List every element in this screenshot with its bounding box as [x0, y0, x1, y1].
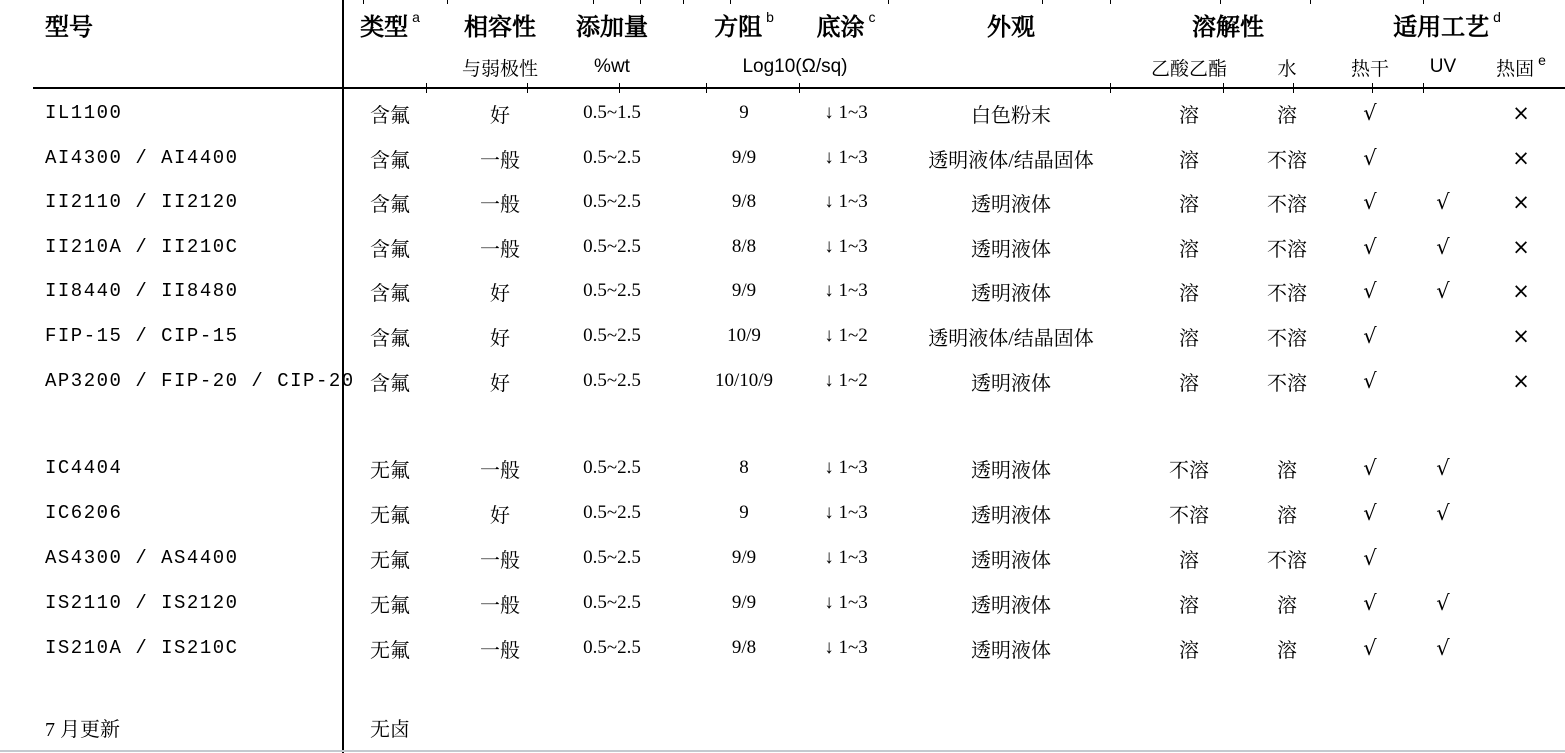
cell-appearance: 白色粉末: [971, 104, 1051, 127]
col-header-appearance-label: 外观: [987, 13, 1035, 41]
col-header-compatibility: [445, 6, 555, 42]
cell-uv: √: [1436, 235, 1450, 259]
cell-sheet-resistance: 9: [739, 502, 749, 523]
cell-thermoset: [1486, 626, 1556, 670]
table-row: [0, 314, 1565, 358]
cell-sheet-resistance: 9: [739, 102, 749, 123]
subheader-wt-percent: [557, 53, 667, 81]
cell-water: 不溶: [1267, 238, 1307, 261]
cell-thermoset: ×: [1512, 279, 1530, 303]
footer-halogen-free: 无卤: [370, 718, 410, 741]
table-row: [0, 581, 1565, 625]
cell-water: 溶: [1277, 639, 1297, 662]
cell-water: 不溶: [1267, 149, 1307, 172]
cell-amount: 0.5~1.5: [583, 102, 641, 123]
cell-thermoset: [1486, 446, 1556, 490]
cell-thermoset: ×: [1512, 146, 1530, 170]
cell-compatibility: 一般: [480, 549, 520, 572]
grid-tick: [363, 0, 364, 4]
grid-tick: [888, 0, 889, 4]
cell-appearance: 透明液体: [971, 639, 1051, 662]
cell-thermoset: ×: [1512, 324, 1530, 348]
cell-sheet-resistance: 9/9: [731, 592, 757, 613]
cell-heat-dry: √: [1363, 501, 1377, 525]
cell-compatibility: 好: [490, 327, 510, 350]
cell-type: 无氟: [370, 459, 410, 482]
table-row: [0, 626, 1565, 670]
cell-primer: ↓ 1~3: [824, 102, 868, 123]
table-row: [0, 269, 1565, 313]
subheader-heat-dry-label: 热干: [1350, 58, 1389, 80]
cell-heat-dry: √: [1363, 146, 1377, 170]
cell-water: 不溶: [1267, 193, 1307, 216]
table-row: [0, 180, 1565, 224]
cell-primer: ↓ 1~2: [824, 370, 868, 391]
grid-tick: [1042, 0, 1043, 4]
cell-heat-dry: √: [1363, 636, 1377, 660]
cell-uv: [1408, 536, 1478, 580]
cell-model: IL1100: [45, 102, 123, 124]
cell-primer: ↓ 1~3: [824, 592, 868, 613]
header-row-2: [0, 53, 1565, 81]
cell-uv: √: [1436, 501, 1450, 525]
cell-appearance: 透明液体: [971, 193, 1051, 216]
cell-model: II210A / II210C: [45, 236, 239, 258]
cell-type: 含氟: [370, 104, 410, 127]
subheader-log10-ohm-sq: [674, 53, 916, 81]
cell-type: 无氟: [370, 639, 410, 662]
cell-water: 不溶: [1267, 549, 1307, 572]
grid-tick: [1110, 0, 1111, 4]
cell-appearance: 透明液体/结晶固体: [928, 327, 1094, 350]
cell-amount: 0.5~2.5: [583, 280, 641, 301]
table-row: [0, 136, 1565, 180]
subheader-wt-percent-label: %wt: [594, 56, 630, 77]
cell-thermoset: [1486, 491, 1556, 535]
cell-ethyl-acetate: 溶: [1179, 104, 1199, 127]
col-header-process-label: 适用工艺: [1393, 13, 1490, 41]
cell-heat-dry: √: [1363, 101, 1377, 125]
cell-primer: ↓ 1~3: [824, 191, 868, 212]
col-header-sheet-resistance-label: 方阻: [714, 13, 763, 41]
cell-model: II2110 / II2120: [45, 191, 239, 213]
cell-amount: 0.5~2.5: [583, 191, 641, 212]
cell-thermoset: ×: [1512, 235, 1530, 259]
cell-compatibility: 一般: [480, 193, 520, 216]
footnote-b: b: [766, 9, 774, 25]
cell-amount: 0.5~2.5: [583, 592, 641, 613]
cell-ethyl-acetate: 不溶: [1169, 459, 1209, 482]
footnote-e: e: [1538, 52, 1546, 68]
cell-amount: 0.5~2.5: [583, 236, 641, 257]
subheader-weak-polarity-label: 与弱极性: [461, 58, 538, 80]
footnote-c: c: [868, 9, 876, 25]
cell-amount: 0.5~2.5: [583, 547, 641, 568]
table-row: [0, 359, 1565, 403]
cell-water: 溶: [1277, 504, 1297, 527]
cell-sheet-resistance: 8/8: [731, 236, 757, 257]
grid-tick: [683, 0, 684, 4]
cell-type: 含氟: [370, 372, 410, 395]
subheader-ethyl-acetate-label: 乙酸乙酯: [1150, 58, 1227, 80]
cell-uv: √: [1436, 636, 1450, 660]
col-header-solubility-label: 溶解性: [1192, 13, 1264, 41]
cell-type: 无氟: [370, 504, 410, 527]
cell-ethyl-acetate: 溶: [1179, 238, 1199, 261]
col-header-model-label: 型号: [45, 13, 93, 41]
subheader-water: [1252, 53, 1322, 81]
col-header-amount: [557, 6, 667, 42]
cell-amount: 0.5~2.5: [583, 502, 641, 523]
cell-primer: ↓ 1~2: [824, 325, 868, 346]
cell-primer: ↓ 1~3: [824, 147, 868, 168]
cell-heat-dry: √: [1363, 369, 1377, 393]
cell-primer: ↓ 1~3: [824, 457, 868, 478]
cell-uv: [1408, 91, 1478, 135]
cell-model: II8440 / II8480: [45, 280, 239, 302]
cell-model: IC4404: [45, 457, 123, 479]
col-header-primer: [801, 6, 891, 42]
cell-appearance: 透明液体: [971, 372, 1051, 395]
subheader-water-label: 水: [1277, 58, 1297, 80]
cell-uv: √: [1436, 190, 1450, 214]
cell-type: 无氟: [370, 549, 410, 572]
cell-heat-dry: √: [1363, 324, 1377, 348]
grid-tick: [1423, 0, 1424, 4]
cell-water: 溶: [1277, 104, 1297, 127]
grid-tick: [1220, 0, 1221, 4]
footnote-a: a: [412, 9, 420, 25]
subheader-weak-polarity: [445, 53, 555, 81]
col-header-appearance: [891, 6, 1131, 42]
header-row-1: [0, 6, 1565, 42]
cell-compatibility: 好: [490, 282, 510, 305]
cell-sheet-resistance: 9/9: [731, 147, 757, 168]
table-row: [0, 491, 1565, 535]
cell-appearance: 透明液体/结晶固体: [928, 149, 1094, 172]
cell-compatibility: 一般: [480, 459, 520, 482]
col-header-type: [345, 6, 435, 42]
col-header-amount-label: 添加量: [576, 13, 648, 41]
cell-model: IS210A / IS210C: [45, 637, 239, 659]
cell-type: 含氟: [370, 238, 410, 261]
cell-water: 不溶: [1267, 282, 1307, 305]
cell-thermoset: [1486, 536, 1556, 580]
table-row: [0, 446, 1565, 490]
cell-ethyl-acetate: 溶: [1179, 149, 1199, 172]
cell-uv: √: [1436, 456, 1450, 480]
cell-ethyl-acetate: 溶: [1179, 282, 1199, 305]
cell-type: 含氟: [370, 282, 410, 305]
cell-model: FIP-15 / CIP-15: [45, 325, 239, 347]
subheader-ethyl-acetate: [1134, 53, 1244, 81]
cell-heat-dry: √: [1363, 591, 1377, 615]
cell-water: 不溶: [1267, 327, 1307, 350]
cell-model: AI4300 / AI4400: [45, 147, 239, 169]
cell-heat-dry: √: [1363, 279, 1377, 303]
cell-heat-dry: √: [1363, 456, 1377, 480]
subheader-thermoset-label: 热固: [1496, 58, 1535, 80]
cell-sheet-resistance: 10/9: [727, 325, 761, 346]
cell-primer: ↓ 1~3: [824, 280, 868, 301]
grid-tick: [447, 0, 448, 4]
cell-amount: 0.5~2.5: [583, 457, 641, 478]
cell-heat-dry: √: [1363, 546, 1377, 570]
cell-appearance: 透明液体: [971, 238, 1051, 261]
grid-tick: [593, 0, 594, 4]
col-header-model: [45, 6, 335, 42]
cell-sheet-resistance: 9/9: [731, 280, 757, 301]
cell-appearance: 透明液体: [971, 504, 1051, 527]
cell-uv: √: [1436, 591, 1450, 615]
cell-sheet-resistance: 8: [739, 457, 749, 478]
col-header-compatibility-label: 相容性: [464, 13, 536, 41]
col-header-sheet-resistance: [674, 6, 814, 42]
col-header-primer-label: 底涂: [816, 13, 865, 41]
col-header-solubility: [1128, 6, 1328, 42]
cell-sheet-resistance: 9/9: [731, 547, 757, 568]
cell-uv: [1408, 314, 1478, 358]
cell-model: IS2110 / IS2120: [45, 592, 239, 614]
grid-tick: [640, 0, 641, 4]
cell-thermoset: ×: [1512, 101, 1530, 125]
cell-thermoset: ×: [1512, 190, 1530, 214]
cell-ethyl-acetate: 溶: [1179, 594, 1199, 617]
cell-uv: [1408, 136, 1478, 180]
cell-primer: ↓ 1~3: [824, 637, 868, 658]
cell-primer: ↓ 1~3: [824, 502, 868, 523]
cell-ethyl-acetate: 溶: [1179, 193, 1199, 216]
subheader-uv-label: UV: [1429, 56, 1457, 77]
cell-water: 溶: [1277, 459, 1297, 482]
cell-sheet-resistance: 9/8: [731, 191, 757, 212]
cell-compatibility: 好: [490, 372, 510, 395]
cell-primer: ↓ 1~3: [824, 547, 868, 568]
footnote-d: d: [1493, 9, 1501, 25]
cell-water: 溶: [1277, 594, 1297, 617]
footer-row: [0, 705, 1565, 749]
cell-sheet-resistance: 9/8: [731, 637, 757, 658]
bottom-rule: [0, 750, 1565, 752]
cell-amount: 0.5~2.5: [583, 147, 641, 168]
table-row: [0, 91, 1565, 135]
cell-amount: 0.5~2.5: [583, 637, 641, 658]
cell-model: AS4300 / AS4400: [45, 547, 239, 569]
grid-tick: [1310, 0, 1311, 4]
cell-sheet-resistance: 10/10/9: [714, 370, 774, 391]
cell-amount: 0.5~2.5: [583, 325, 641, 346]
col-header-type-label: 类型: [360, 13, 409, 41]
subheader-uv: [1408, 53, 1478, 81]
cell-ethyl-acetate: 溶: [1179, 372, 1199, 395]
grid-tick: [730, 0, 731, 4]
cell-compatibility: 好: [490, 504, 510, 527]
cell-model: IC6206: [45, 502, 123, 524]
cell-compatibility: 一般: [480, 594, 520, 617]
cell-compatibility: 一般: [480, 238, 520, 261]
cell-ethyl-acetate: 溶: [1179, 639, 1199, 662]
cell-compatibility: 一般: [480, 639, 520, 662]
cell-appearance: 透明液体: [971, 594, 1051, 617]
cell-amount: 0.5~2.5: [583, 370, 641, 391]
footer-update-note: 7 月更新: [45, 718, 120, 741]
cell-appearance: 透明液体: [971, 459, 1051, 482]
cell-type: 无氟: [370, 594, 410, 617]
cell-compatibility: 一般: [480, 149, 520, 172]
table-row: [0, 225, 1565, 269]
subheader-log10-ohm-sq-label: Log10(Ω/sq): [742, 56, 848, 77]
cell-model: AP3200 / FIP-20 / CIP-20: [45, 370, 355, 392]
table-row: [0, 536, 1565, 580]
cell-ethyl-acetate: 溶: [1179, 549, 1199, 572]
cell-ethyl-acetate: 溶: [1179, 327, 1199, 350]
subheader-thermoset: [1483, 53, 1559, 81]
cell-type: 含氟: [370, 327, 410, 350]
cell-uv: [1408, 359, 1478, 403]
cell-type: 含氟: [370, 149, 410, 172]
col-header-process: [1337, 6, 1557, 42]
cell-heat-dry: √: [1363, 190, 1377, 214]
cell-compatibility: 好: [490, 104, 510, 127]
subheader-heat-dry: [1335, 53, 1405, 81]
cell-uv: √: [1436, 279, 1450, 303]
cell-appearance: 透明液体: [971, 549, 1051, 572]
cell-ethyl-acetate: 不溶: [1169, 504, 1209, 527]
cell-thermoset: ×: [1512, 369, 1530, 393]
cell-heat-dry: √: [1363, 235, 1377, 259]
cell-thermoset: [1486, 581, 1556, 625]
cell-primer: ↓ 1~3: [824, 236, 868, 257]
cell-appearance: 透明液体: [971, 282, 1051, 305]
cell-type: 含氟: [370, 193, 410, 216]
cell-water: 不溶: [1267, 372, 1307, 395]
